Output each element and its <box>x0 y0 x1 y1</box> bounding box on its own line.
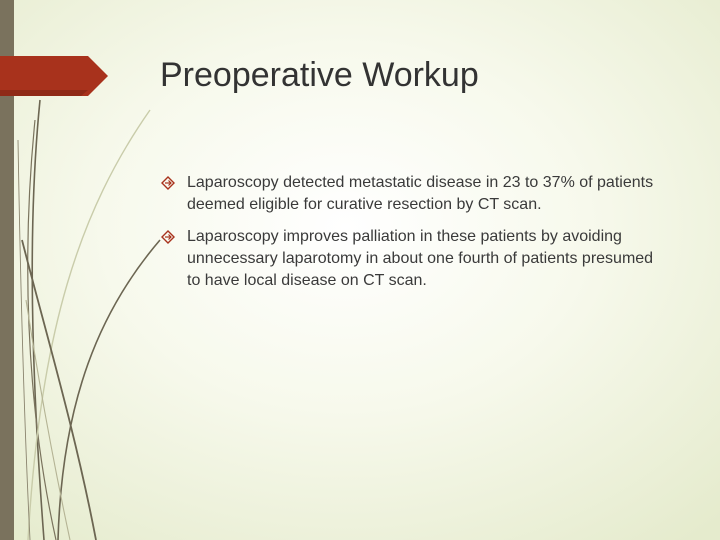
bullet-item <box>160 226 660 292</box>
bullet-item <box>160 172 660 216</box>
bullet-list <box>160 172 660 302</box>
diamond-arrow-icon <box>161 230 175 244</box>
diamond-arrow-icon <box>161 176 175 190</box>
bullet-text: Laparoscopy detected metastatic disease in 23 to 37% of patients deemed eligible for curative resection by CT scan. <box>187 174 654 213</box>
title-accent-arrow <box>0 56 108 96</box>
slide-title: Preoperative Workup <box>160 56 479 94</box>
bullet-text: Laparoscopy improves palliation in these patients by avoiding unnecessary laparotomy in about one fourth of patients presumed to have local disease on CT scan. <box>187 228 654 289</box>
